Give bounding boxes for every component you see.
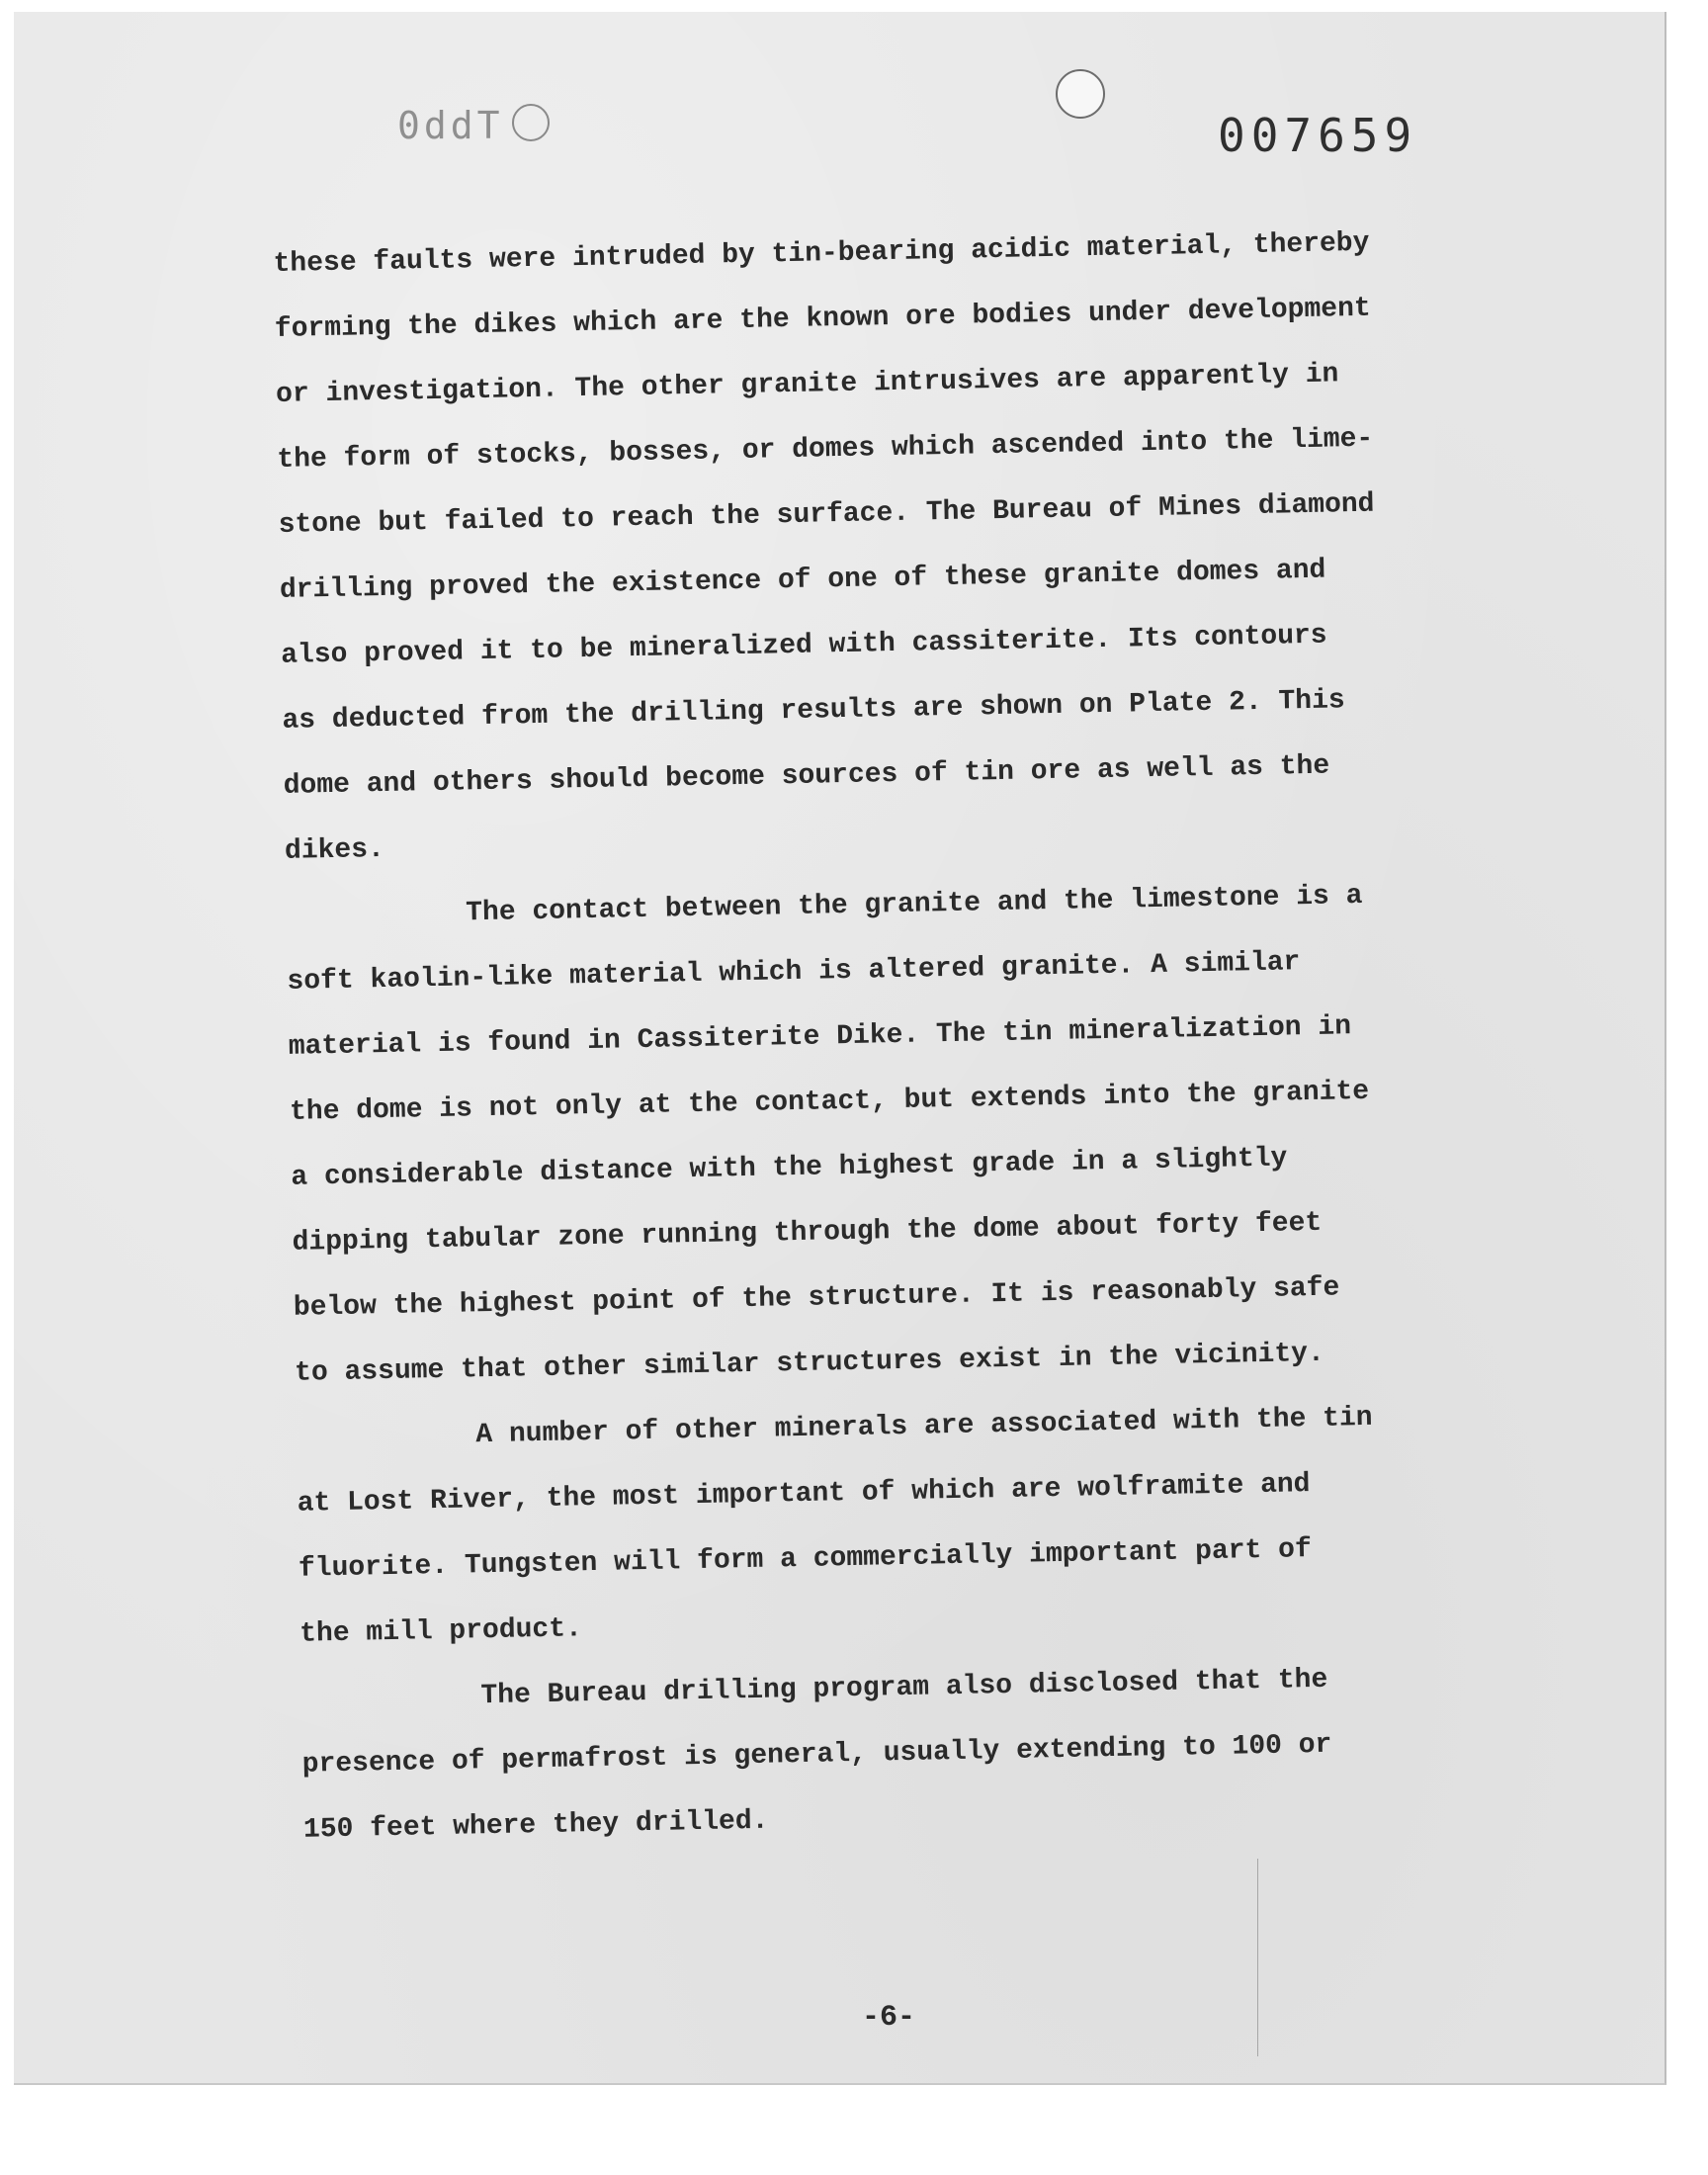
paragraph bbox=[300, 1646, 1441, 1864]
text-line: presence of permafrost is general, usually extending to 100 or bbox=[301, 1729, 1332, 1781]
paragraph bbox=[286, 863, 1432, 1407]
document-number: 007659 bbox=[1218, 109, 1418, 162]
stamp-circle bbox=[512, 104, 550, 141]
text-line: dome and others should become sources of tin ore as well as the bbox=[283, 750, 1330, 802]
punch-hole bbox=[1056, 69, 1105, 119]
text-line: dikes. bbox=[284, 833, 385, 867]
body-text bbox=[273, 211, 1440, 1864]
text-line: dipping tabular zone running through the dome about forty feet bbox=[292, 1207, 1323, 1259]
text-line: the dome is not only at the contact, but extends into the granite bbox=[289, 1076, 1370, 1128]
text-line: drilling proved the existence of one of these granite domes and bbox=[279, 555, 1326, 606]
text-line: the mill product. bbox=[299, 1613, 583, 1650]
page-number: -6- bbox=[862, 2001, 916, 2035]
text-line: The Bureau drilling program also disclosed that the bbox=[480, 1664, 1328, 1712]
text-line: stone but failed to reach the surface. The Bureau of Mines diamond bbox=[278, 488, 1375, 541]
text-line: soft kaolin-like material which is altered granite. A similar bbox=[287, 947, 1301, 998]
text-line: 150 feet where they drilled. bbox=[302, 1805, 769, 1846]
text-line: at Lost River, the most important of which are wolframite and bbox=[297, 1469, 1311, 1520]
text-line: A number of other minerals are associated with the tin bbox=[475, 1402, 1373, 1451]
text-line: as deducted from the drilling results are shown on Plate 2. This bbox=[282, 685, 1345, 737]
text-line: the form of stocks, bosses, or domes which ascended into the lime- bbox=[277, 423, 1374, 476]
text-line: a considerable distance with the highest grade in a slightly bbox=[291, 1143, 1288, 1193]
text-line: below the highest point of the structure. It is reasonably safe bbox=[293, 1272, 1340, 1324]
text-line: fluorite. Tungsten will form a commercially important part of bbox=[298, 1534, 1313, 1585]
text-line: forming the dikes which are the known ore bodies under development bbox=[274, 293, 1371, 345]
text-line: or investigation. The other granite intrusives are apparently in bbox=[275, 359, 1339, 410]
paragraph bbox=[273, 211, 1421, 885]
text-line: these faults were intruded by tin-bearing acidic material, thereby bbox=[273, 227, 1370, 280]
text-line: to assume that other similar structures exist in the vicinity. bbox=[294, 1338, 1325, 1389]
text-line: The contact between the granite and the limestone is a bbox=[465, 880, 1363, 929]
text-line: material is found in Cassiterite Dike. The tin mineralization in bbox=[288, 1011, 1352, 1063]
paper-crease bbox=[1257, 1859, 1258, 2056]
faint-stamp-number: 0ddT bbox=[397, 104, 504, 147]
text-line: also proved it to be mineralized with cassiterite. Its contours bbox=[280, 620, 1327, 671]
paragraph bbox=[296, 1385, 1437, 1668]
